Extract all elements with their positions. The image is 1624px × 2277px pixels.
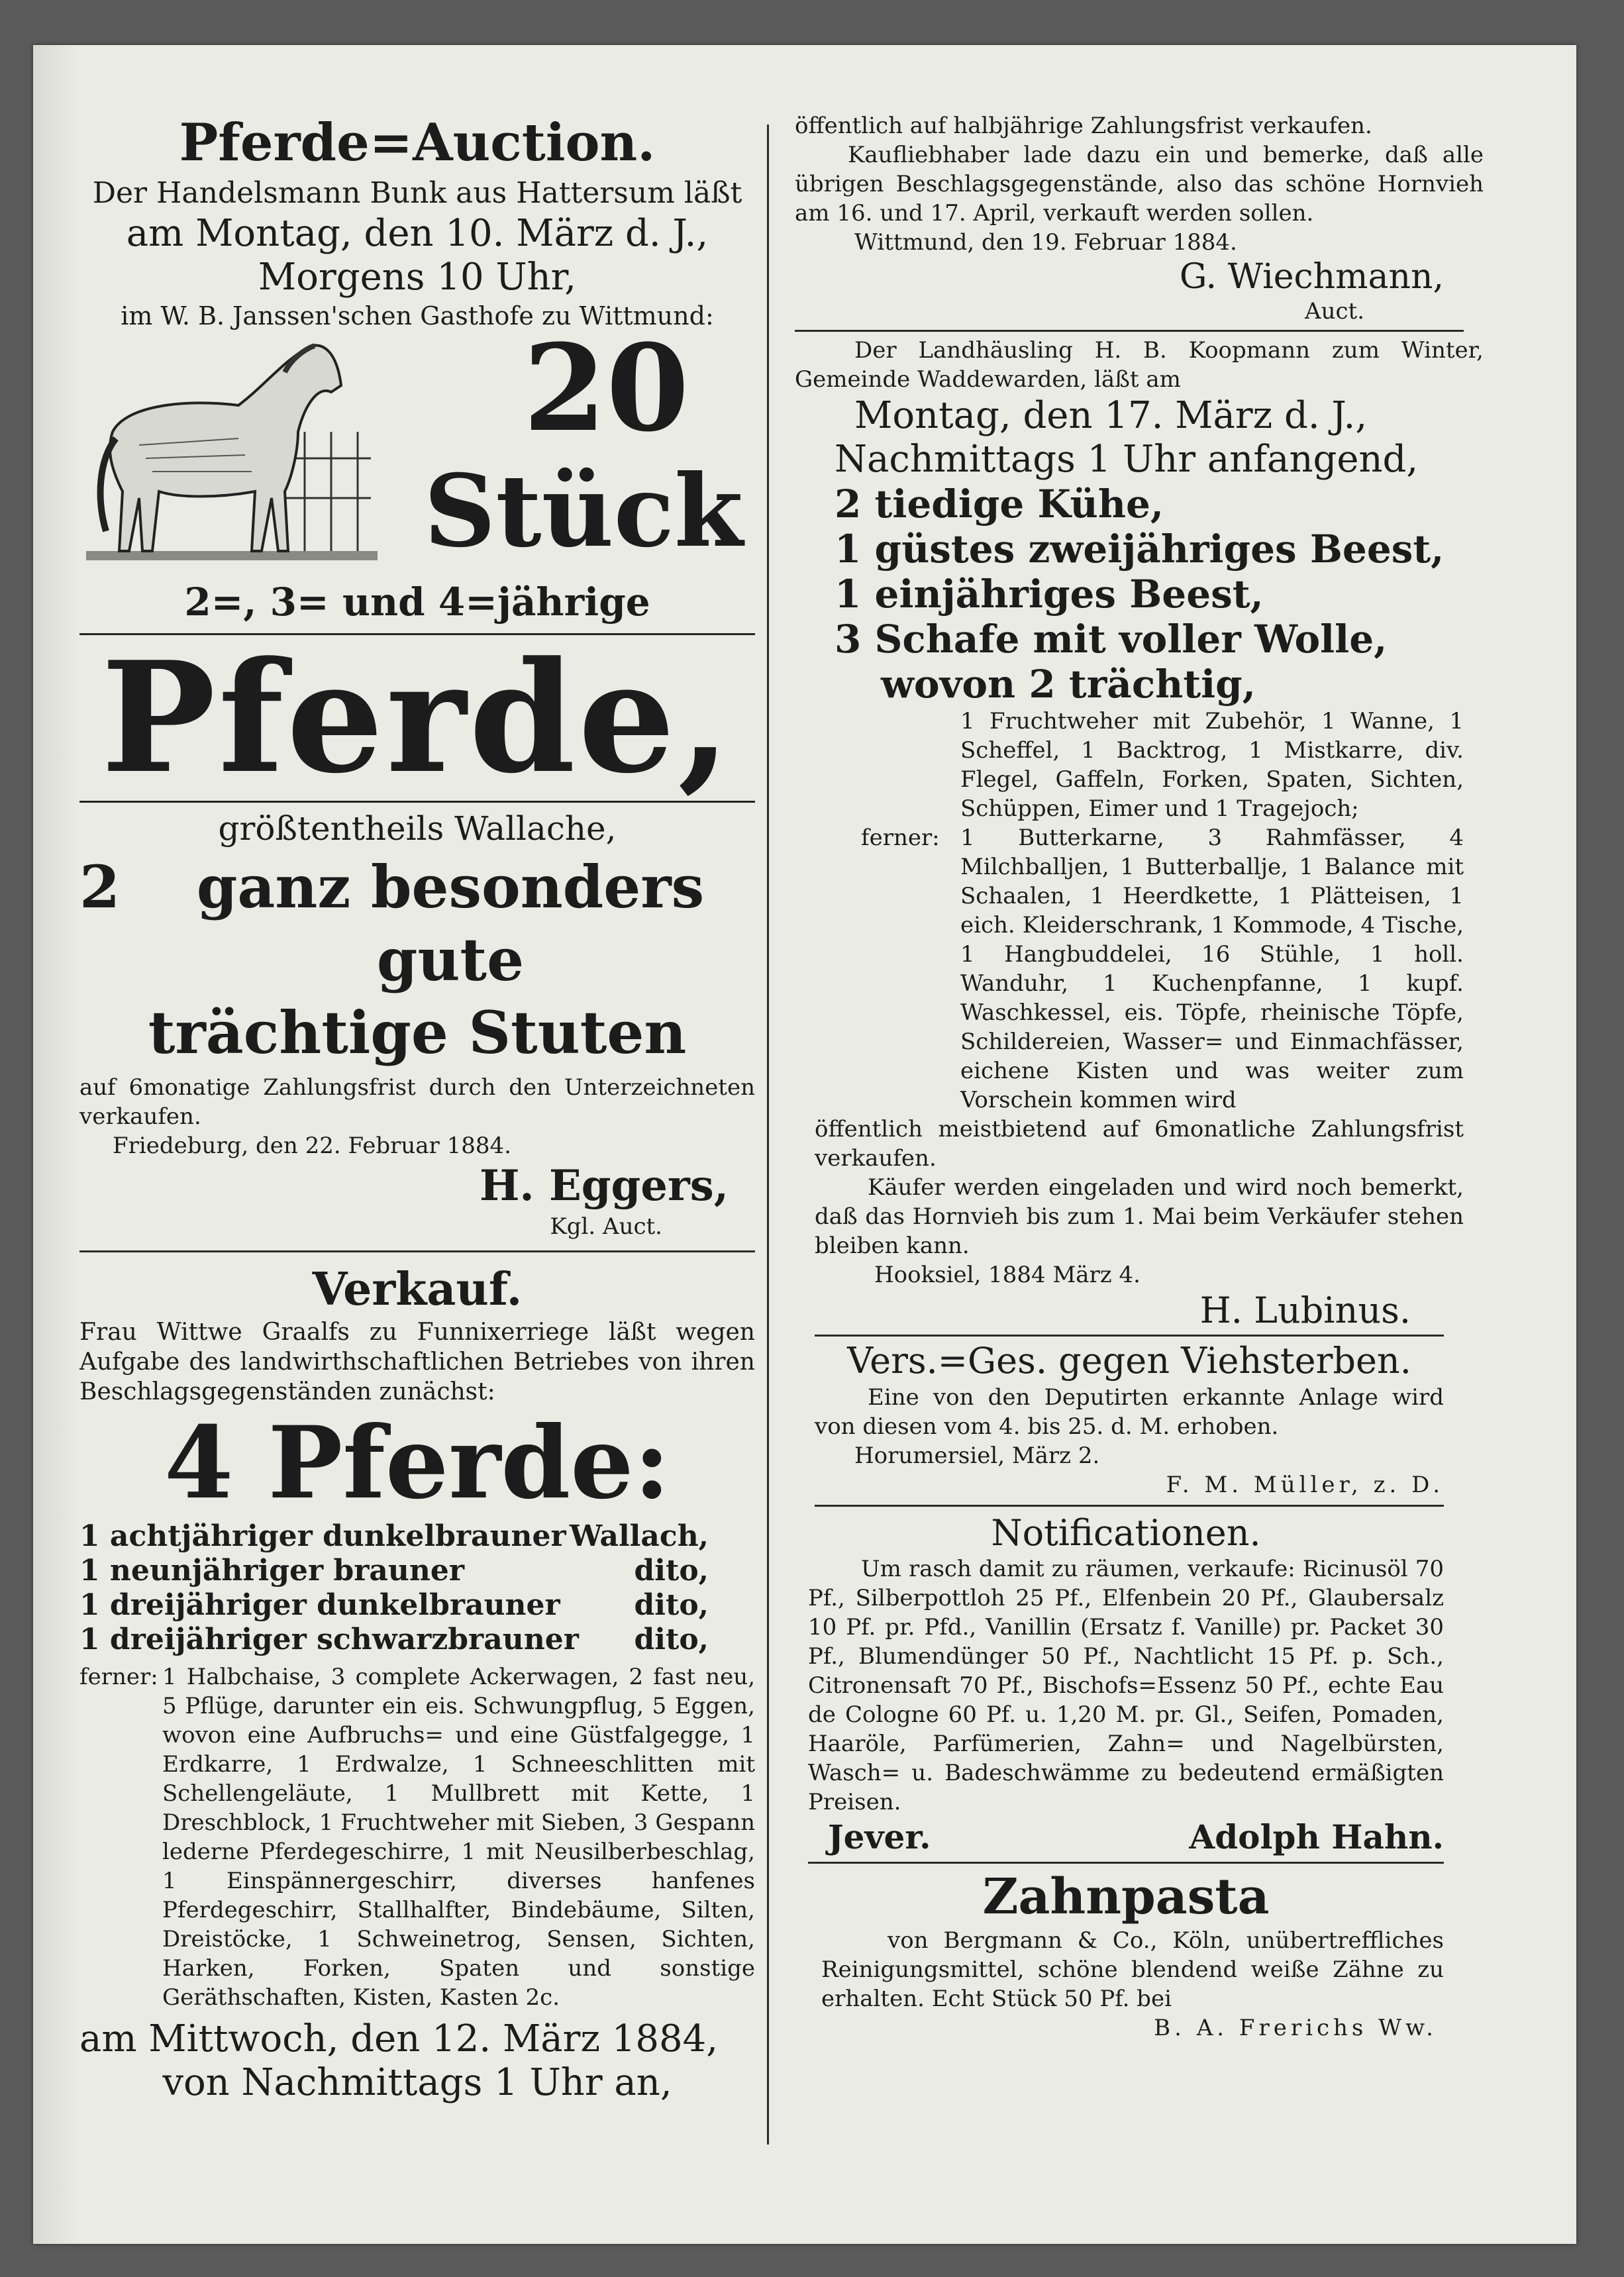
newspaper-page [33,45,1576,2244]
ad-date: Montag, den 17. März d. J., [854,394,1368,437]
ad-signature-title: Kgl. Auct. [550,1213,662,1240]
ad-title: Vers.=Ges. gegen Viehsterben. [847,1340,1411,1382]
ad-dateline: Wittmund, den 19. Februar 1884. [854,229,1237,256]
livestock-list [795,481,1484,707]
section-rule [815,1335,1444,1337]
section-rule [808,1862,1444,1864]
section-rule [815,1505,1444,1507]
ad-date: von Nachmittags 1 Uhr an, [162,2061,672,2104]
ad-title: Notificationen. [991,1512,1261,1554]
right-column [795,111,1484,2043]
ad-continuation [795,111,1484,326]
ad-number: 2 [79,852,121,921]
ad-body: öffentlich auf halbjährige Zahlungsfrist verkaufen. [795,113,1372,139]
ad-pferde-auction [79,111,755,1241]
ad-line: Morgens 10 Uhr, [258,256,577,299]
ferner-label: ferner: [79,1664,158,1690]
section-rule [79,1250,755,1252]
ad-signature: Adolph Hahn. [1189,1817,1444,1856]
ferner-text: 1 Halbchaise, 3 complete Ackerwagen, 2 fast neu, 5 Pflüge, darunter ein eis. Schwungpflug, 5 Eggen, wovon eine Aufbruchs= und eine Güstfalgegge, 1 Erdkarre, 1 Erdwalze, 1 Schneeschlitten mit Schellengeläute, 1 Mullbrett mit Kette, 1 Dreschblock, 1 Fruchtweher mit Sieben, 3 Gespann lederne Pferdegeschirre, 1 mit Neusilberbeschlag, 1 Einspännergeschirr, diverses hanfenes Pferdegeschirr, Stallhalfter, Bindebäume, Silten, Dreistöcke, 1 Schweinetrog, Sensen, Sichten, Harken, Forken, Spaten und sonstige Geräthschaften, Kisten, Kasten 2c. [162,1664,755,2011]
ad-title: Pferde=Auction. [179,113,656,173]
ad-verkauf [79,1262,755,2105]
horse-block [79,319,755,578]
ad-notificationen [795,1512,1484,1858]
horse-illustration [86,332,378,571]
ferner-block [795,823,1484,1115]
list-item: 1 achtjähriger dunkelbrauner Wallach, [79,1519,709,1553]
ferner-text: 1 Butterkarne, 3 Rahmfässer, 4 Milchballjen, 1 Butterballje, 1 Balance mit Schaalen, 1 Heerdkette, 1 Plätteisen, 1 eich. Kleiderschrank, 1 Kommode, 4 Tische, 1 Hangbuddelei, 16 Stühle, 1 holl. Wanduhr, 1 Kuchenpfanne, 1 kupf. Waschkessel, eis. Töpfe, rheinische Töpfe, Schildereien, Wasser= und Einmachfässer, eichene Kisten und was weiter zum Vorschein kommen wird [960,825,1464,1113]
list-item: 2 tiedige Kühe, [835,481,1164,527]
ad-title: Zahnpasta [982,1868,1270,1925]
ad-dateline: Friedeburg, den 22. Februar 1884. [113,1133,511,1159]
big-heading: 4 Pferde: [164,1405,671,1521]
ad-signature: G. Wiechmann, [1179,257,1444,297]
left-column [79,111,755,2105]
list-item: 3 Schafe mit voller Wolle, [835,617,1388,662]
list-item: 1 güstes zweijähriges Beest, [835,527,1445,572]
ad-koopmann [795,336,1484,1332]
list-item: 1 neunjähriger brauner dito, [79,1554,709,1588]
ad-title: Verkauf. [312,1263,523,1316]
giant-word: Pferde, [101,629,734,807]
list-item: 1 dreijähriger dunkelbrauner dito, [79,1588,709,1622]
ad-signature: B. A. Frerichs Ww. [1154,2015,1437,2041]
ad-body: öffentlich meistbietend auf 6monatliche Zahlungsfrist verkaufen. [815,1116,1464,1172]
ad-dateline: Horumersiel, März 2. [854,1442,1100,1469]
ad-line: im W. B. Janssen'schen Gasthofe zu Wittmund: [121,301,714,330]
ad-line: am Montag, den 10. März d. J., [126,212,709,255]
ad-signature: F. M. Müller, z. D. [1166,1472,1444,1498]
section-rule [795,330,1464,332]
ad-line: ganz besonders gute [196,852,705,994]
ad-signature: H. Eggers, [479,1161,729,1211]
ad-line: 2=, 3= und 4=jährige [184,580,650,625]
ad-body: Der Landhäusling H. B. Koopmann zum Winter, Gemeinde Waddewarden, läßt am [795,337,1484,393]
big-number: 20 [523,319,689,458]
ad-body: von Bergmann & Co., Köln, unübertreffliches Reinigungsmittel, schöne blendend weiße Zähne zu erhalten. Echt Stück 50 Pf. bei [821,1927,1444,2012]
ad-body: auf 6monatige Zahlungsfrist durch den Unterzeichneten verkaufen. [79,1074,755,1130]
ad-body: Käufer werden eingeladen und wird noch bemerkt, daß das Hornvieh bis zum 1. Mai beim Verkäufer stehen bleiben kann. [815,1174,1464,1259]
ad-zahnpasta [795,1868,1484,2043]
ad-body: Eine von den Deputirten erkannte Anlage wird von diesen vom 4. bis 25. d. M. erhoben. [815,1384,1444,1440]
ad-date: Nachmittags 1 Uhr anfangend, [835,438,1419,481]
column-divider [767,125,769,2145]
big-word: Stück [424,453,743,570]
ad-date: am Mittwoch, den 12. März 1884, [79,2017,719,2060]
ad-line: Der Handelsmann Bunk aus Hattersum läßt [92,176,742,210]
ad-body: Um rasch damit zu räumen, verkaufe: Ricinusöl 70 Pf., Silberpottloh 25 Pf., Elfenbein 20 Pf., Glaubersalz 10 Pf. pr. Pfd., Vanillin (Ersatz f. Vanille) pr. Packet 30 Pf., Blumendünger 50 Pf., Nachtlicht 15 Pf. p. Sch., Citronensaft 70 Pf., Bischofs=Essenz 50 Pf., echte Eau de Cologne 60 Pf. u. 1,20 M. pr. Gl., Seifen, Pomaden, Haaröle, Parfümerien, Zahn= und Nagelbürsten, Wasch= u. Badeschwämme zu bedeutend ermäßigten Preisen. [808,1556,1444,1815]
ad-signature-title: Auct. [1305,298,1364,325]
ad-dateline: Hooksiel, 1884 März 4. [874,1262,1141,1288]
list-item: 1 einjähriges Beest, [835,572,1264,617]
ferner-block [79,1662,755,2012]
list-item: wovon 2 trächtig, [881,662,1256,707]
ad-viehsterben [795,1339,1484,1499]
ad-place: Jever. [828,1817,931,1856]
list-item: 1 dreijähriger schwarzbrauner dito, [79,1623,709,1656]
horse-list [79,1519,755,1657]
ad-line: trächtige Stuten [148,998,687,1067]
ad-signature: H. Lubinus. [1199,1290,1411,1331]
ad-body: Kaufliebhaber lade dazu ein und bemerke, daß alle übrigen Beschlagsgegenstände, also das schöne Hornvieh am 16. und 17. April, verkauft werden sollen. [795,142,1484,227]
ad-line: größtentheils Wallache, [218,809,617,848]
item-list: 1 Fruchtweher mit Zubehör, 1 Wanne, 1 Scheffel, 1 Backtrog, 1 Mistkarre, div. Flegel, Gaffeln, Forken, Spaten, Sichten, Schüppen, Eimer und 1 Tragejoch; [960,708,1464,822]
ad-body: Frau Wittwe Graalfs zu Funnixerriege läßt wegen Aufgabe des landwirthschaftlichen Betriebes von ihren Beschlagsgegenständen zunächst: [79,1319,755,1405]
ferner-label: ferner: [861,825,940,851]
